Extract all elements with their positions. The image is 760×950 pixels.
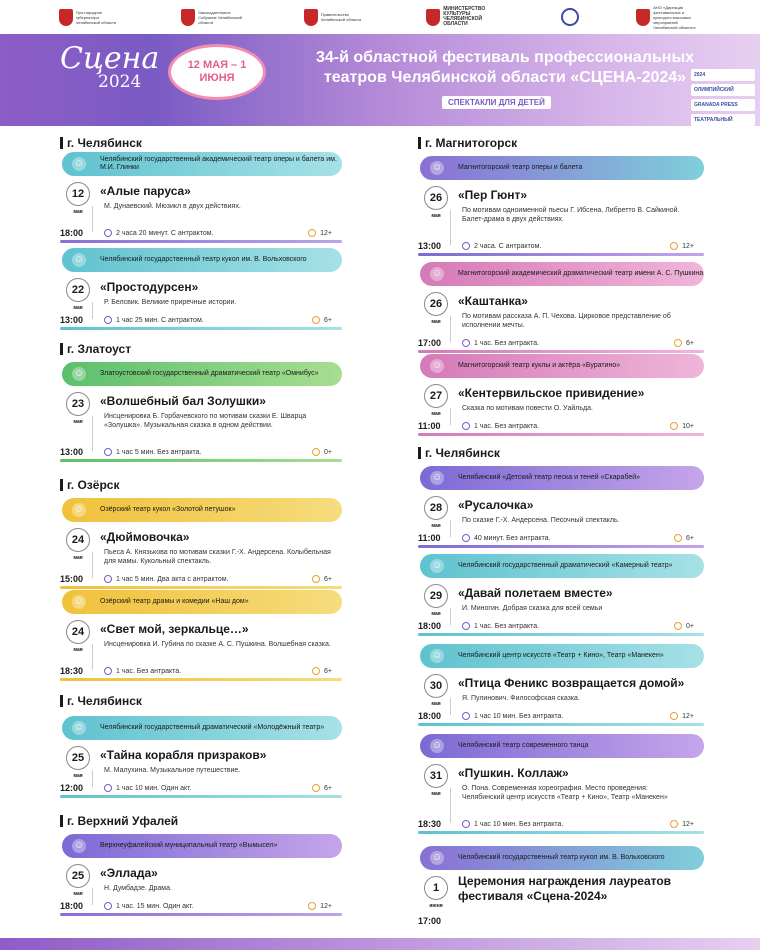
clock-icon — [462, 339, 470, 347]
timeline-line — [92, 302, 93, 319]
timeline-line — [450, 608, 451, 625]
festival-banner — [0, 34, 760, 126]
clock-icon — [462, 534, 470, 542]
age-text: 0+ — [324, 448, 332, 456]
theatre-masks-icon: ☺ — [431, 268, 443, 279]
partner-badges — [691, 69, 755, 126]
show-title: «Дюймовочка» — [100, 530, 190, 544]
age-text: 6+ — [324, 784, 332, 792]
theatre-name: Челябинский государственный драматический «Молодёжный театр» — [100, 724, 325, 731]
crest-icon — [304, 9, 318, 26]
duration-text: 1 час 10 мин. Без антракта. — [474, 712, 564, 720]
theatre-band — [62, 716, 342, 740]
theatre-masks-icon: ☺ — [73, 368, 85, 379]
event-duration — [104, 448, 201, 456]
event-month: мая — [73, 209, 83, 215]
show-description: По сказке Г.-Х. Андерсена. Песочный спектакль. — [462, 517, 620, 524]
clock-icon — [104, 784, 112, 792]
card-underline — [60, 327, 342, 330]
timeline-line — [450, 408, 451, 425]
show-description: Я. Пулинович. Философская сказка. — [462, 695, 580, 702]
event-month: мая — [73, 773, 83, 779]
event-duration — [462, 242, 541, 250]
event-duration — [104, 902, 193, 910]
show-title: Церемония награждения лауреатов фестиваля «Сцена-2024» — [458, 874, 672, 903]
event-time: 13:00 — [60, 315, 84, 325]
person-icon — [670, 820, 678, 828]
show-description: По мотивам одноименной пьесы Г. Ибсена. Либретто В. Сайкиной. Балет-драма в двух действиях. — [462, 207, 680, 223]
city-marker — [418, 447, 421, 459]
clock-icon — [462, 712, 470, 720]
legislature-logo: Законодательное Собрание Челябинской области — [181, 9, 246, 26]
event-day: 31 — [424, 764, 448, 788]
theatre-band — [420, 354, 704, 378]
show-title: «Кентервильское привидение» — [458, 386, 645, 400]
duration-text: 1 час. Без антракта. — [116, 667, 182, 675]
circle-logo — [561, 8, 579, 26]
theatre-name: Челябинский «Детский театр песка и теней «Скарабей» — [458, 474, 641, 481]
show-title: «Пушкин. Коллаж» — [458, 766, 569, 780]
timeline-line — [92, 770, 93, 787]
card-underline — [60, 678, 342, 681]
timeline-line — [92, 206, 93, 232]
age-text: 6+ — [686, 339, 694, 347]
show-description: Инсценировка И. Губина по сказке А. С. Пушкина. Волшебная сказка. — [104, 641, 331, 648]
age-text: 6+ — [324, 316, 332, 324]
event-time: 18:30 — [418, 819, 442, 829]
age-text: 6+ — [324, 575, 332, 583]
city-name: г. Златоуст — [67, 342, 132, 356]
theatre-masks-icon: ☺ — [431, 162, 443, 173]
event-duration — [462, 422, 539, 430]
crest-icon — [59, 9, 73, 26]
theatre-masks-icon: ☺ — [431, 852, 443, 863]
city-name: г. Верхний Уфалей — [67, 814, 179, 828]
theatre-band — [420, 846, 704, 870]
duration-text: 1 час. 15 мин. Один акт. — [116, 902, 194, 910]
event-day: 25 — [66, 746, 90, 770]
partner-badge: ОЛИМПИЙСКИЙ — [691, 84, 755, 96]
festival-title: 34-й областной фестиваль профессиональных театров Челябинской области «СЦЕНА-2024» — [315, 49, 695, 86]
clock-icon — [104, 229, 112, 237]
show-description: М. Малухина. Музыкальное путешествие. — [104, 767, 241, 774]
theatre-masks-icon: ☺ — [431, 740, 443, 751]
event-day: 29 — [424, 584, 448, 608]
person-icon — [308, 229, 316, 237]
age-text: 12+ — [320, 229, 332, 237]
crest-icon — [181, 9, 195, 26]
event-month: мая — [73, 891, 83, 897]
crest-icon — [636, 9, 650, 26]
show-title: «Давай полетаем вместе» — [458, 586, 613, 600]
city-heading — [60, 694, 142, 708]
theatre-band — [62, 362, 342, 386]
government-logo: Правительство Челябинской области — [304, 9, 369, 26]
theatre-masks-icon: ☺ — [431, 472, 443, 483]
event-day: 12 — [66, 182, 90, 206]
clock-icon — [104, 448, 112, 456]
city-heading — [60, 136, 142, 150]
event-day: 25 — [66, 864, 90, 888]
age-rating — [670, 422, 694, 430]
partner-logos-strip — [0, 0, 760, 34]
card-underline — [60, 240, 342, 243]
event-duration — [104, 575, 228, 583]
event-duration — [104, 667, 181, 675]
governor-logo: Про-народное губернатора Челябинской области — [59, 9, 124, 26]
event-day: 24 — [66, 620, 90, 644]
person-icon — [674, 339, 682, 347]
clock-icon — [104, 316, 112, 324]
age-text: 12+ — [682, 820, 694, 828]
clock-icon — [462, 820, 470, 828]
event-month: мая — [431, 213, 441, 219]
show-description: М. Дунаевский. Мюзикл в двух действиях. — [104, 203, 241, 210]
festival-dates: 12 МАЯ – 1 ИЮНЯ — [168, 44, 266, 100]
theatre-name: Озёрский театр кукол «Золотой петушок» — [100, 506, 236, 513]
event-time: 17:00 — [418, 916, 442, 926]
city-marker — [60, 343, 63, 355]
person-icon — [670, 242, 678, 250]
theatre-band — [420, 156, 704, 180]
person-icon — [674, 534, 682, 542]
theatre-band — [420, 734, 704, 758]
event-month: мая — [431, 701, 441, 707]
show-title: «Волшебный бал Золушки» — [100, 394, 266, 408]
timeline-line — [92, 644, 93, 670]
age-text: 0+ — [686, 622, 694, 630]
kids-label: СПЕКТАКЛИ ДЛЯ ДЕТЕЙ — [442, 96, 551, 109]
city-heading — [60, 814, 178, 828]
city-name: г. Магнитогорск — [425, 136, 518, 150]
show-title: «Пер Гюнт» — [458, 188, 528, 202]
city-name: г. Челябинск — [425, 446, 500, 460]
theatre-masks-icon: ☺ — [431, 650, 443, 661]
show-title: «Каштанка» — [458, 294, 528, 308]
age-text: 10+ — [682, 422, 694, 430]
card-underline — [418, 433, 704, 436]
city-marker — [60, 815, 63, 827]
crest-icon — [426, 9, 440, 26]
theatre-name: Челябинский государственный театр кукол им. В. Вольховского — [100, 256, 307, 263]
show-title: «Тайна корабля призраков» — [100, 748, 267, 762]
timeline-line — [450, 520, 451, 537]
show-description: Н. Думбадзе. Драма. — [104, 885, 172, 892]
timeline-line — [450, 698, 451, 715]
event-time: 18:30 — [60, 666, 84, 676]
theatre-band — [420, 554, 704, 578]
person-icon — [308, 902, 316, 910]
theatre-name: Челябинский центр искусств «Театр + Кино», Театр «Манекен» — [458, 652, 664, 659]
show-description: О. Пона. Современная хореография. Место проведения: Челябинский центр искусств «Театр + Кино», Театр «Манекен» — [462, 785, 668, 801]
card-underline — [418, 545, 704, 548]
theatre-masks-icon: ☺ — [73, 504, 85, 515]
event-duration — [462, 820, 563, 828]
card-underline — [60, 913, 342, 916]
theatre-band — [420, 644, 704, 668]
duration-text: 1 час 25 мин. С антрактом. — [116, 316, 204, 324]
person-icon — [312, 575, 320, 583]
clock-icon — [104, 575, 112, 583]
age-rating — [312, 784, 332, 792]
card-underline — [418, 723, 704, 726]
theatre-name: Челябинский государственный академический театр оперы и балета им. М.И. Глинки — [100, 156, 337, 171]
timeline-line — [450, 788, 451, 823]
theatre-name: Челябинский государственный театр кукол им. В. Вольховского — [458, 854, 665, 861]
event-time: 18:00 — [418, 621, 442, 631]
event-duration — [462, 534, 550, 542]
age-text: 6+ — [324, 667, 332, 675]
card-underline — [60, 586, 342, 589]
theatre-band — [420, 262, 704, 286]
city-marker — [60, 695, 63, 707]
event-time: 18:00 — [60, 228, 84, 238]
city-heading — [418, 136, 517, 150]
event-month: мая — [431, 523, 441, 529]
event-month: мая — [73, 555, 83, 561]
theatre-masks-icon: ☺ — [73, 158, 85, 169]
event-time: 11:00 — [418, 421, 441, 431]
duration-text: 1 час 5 мин. Без антракта. — [116, 448, 202, 456]
event-duration — [462, 339, 539, 347]
theatre-masks-icon: ☺ — [431, 360, 443, 371]
age-rating — [674, 339, 694, 347]
show-title: «Эллада» — [100, 866, 158, 880]
city-name: г. Челябинск — [67, 136, 142, 150]
event-time: 13:00 — [418, 241, 442, 251]
age-text: 12+ — [682, 712, 694, 720]
duration-text: 2 часа 20 минут. С антрактом. — [116, 229, 214, 237]
age-rating — [308, 902, 332, 910]
partner-badge: 2024 — [691, 69, 755, 81]
theatre-band — [62, 590, 342, 614]
card-underline — [60, 459, 342, 462]
ring-logo-icon — [561, 8, 579, 26]
age-text: 12+ — [320, 902, 332, 910]
event-month: мая — [431, 791, 441, 797]
event-time: 17:00 — [418, 338, 442, 348]
theatre-masks-icon: ☺ — [73, 596, 85, 607]
event-time: 11:00 — [418, 533, 441, 543]
event-month: июня — [429, 903, 443, 909]
person-icon — [674, 622, 682, 630]
festival-logo: Сцена 2024 — [60, 41, 160, 92]
city-name: г. Озёрск — [67, 478, 120, 492]
person-icon — [670, 712, 678, 720]
show-title: «Русалочка» — [458, 498, 534, 512]
city-name: г. Челябинск — [67, 694, 142, 708]
show-description: Пьеса А. Князькова по мотивам сказки Г.-Х. Андерсена. Колыбельная для мамы. Кукольный спектакль. — [104, 549, 331, 565]
age-rating — [312, 575, 332, 583]
event-month: мая — [73, 647, 83, 653]
person-icon — [670, 422, 678, 430]
age-text: 12+ — [682, 242, 694, 250]
theatre-masks-icon: ☺ — [73, 722, 85, 733]
card-underline — [60, 795, 342, 798]
duration-text: 2 часа. С антрактом. — [474, 242, 542, 250]
show-title: «Свет мой, зеркальце…» — [100, 622, 249, 636]
age-rating — [670, 712, 694, 720]
city-heading — [60, 478, 119, 492]
event-day: 1 — [424, 876, 448, 900]
age-rating — [308, 229, 332, 237]
age-text: 6+ — [686, 534, 694, 542]
event-day: 26 — [424, 186, 448, 210]
event-month: мая — [431, 611, 441, 617]
show-title: «Простодурсен» — [100, 280, 199, 294]
duration-text: 1 час. Без антракта. — [474, 339, 540, 347]
clock-icon — [104, 902, 112, 910]
age-rating — [312, 316, 332, 324]
theatre-name: Златоустовский государственный драматический театр «Омнибус» — [100, 370, 319, 377]
person-icon — [312, 448, 320, 456]
partner-badge: ТЕАТРАЛЬНЫЙ — [691, 114, 755, 126]
theatre-name: Озёрский театр драмы и комедии «Наш дом» — [100, 598, 249, 605]
event-time: 18:00 — [418, 711, 442, 721]
theatre-name: Магнитогорский театр оперы и балета — [458, 164, 583, 171]
city-heading — [418, 446, 500, 460]
show-description: По мотивам рассказа А. П. Чехова. Цирковое представление об исполнении мечты. — [462, 313, 671, 329]
timeline-line — [92, 416, 93, 451]
theatre-name: Магнитогорский академический драматический театр имени А. С. Пушкина — [458, 270, 704, 277]
timeline-line — [92, 888, 93, 905]
event-month: мая — [73, 305, 83, 311]
theatre-masks-icon: ☺ — [431, 560, 443, 571]
event-month: мая — [431, 319, 441, 325]
show-title: «Птица Феникс возвращается домой» — [458, 676, 685, 690]
duration-text: 1 час 10 мин. Без антракта. — [474, 820, 564, 828]
event-time: 18:00 — [60, 901, 84, 911]
directorate-logo: АНО «Дирекция фестивальных и культурно-массовых мероприятий Челябинской области» — [636, 5, 701, 30]
duration-text: 1 час 5 мин. Два акта с антрактом. — [116, 575, 229, 583]
clock-icon — [462, 422, 470, 430]
city-heading — [60, 342, 131, 356]
show-title: «Алые паруса» — [100, 184, 191, 198]
duration-text: 40 минут. Без антракта. — [474, 534, 551, 542]
partner-badge: GRANADA PRESS — [691, 99, 755, 111]
timeline-line — [450, 210, 451, 245]
theatre-band — [420, 466, 704, 490]
clock-icon — [462, 242, 470, 250]
theatre-masks-icon: ☺ — [73, 254, 85, 265]
age-rating — [670, 820, 694, 828]
city-marker — [60, 137, 63, 149]
timeline-line — [450, 316, 451, 342]
event-day: 26 — [424, 292, 448, 316]
event-month: мая — [73, 419, 83, 425]
age-rating — [674, 534, 694, 542]
event-day: 24 — [66, 528, 90, 552]
theatre-name: Магнитогорский театр куклы и актёра «Буратино» — [458, 362, 621, 369]
duration-text: 1 час 10 мин. Один акт. — [116, 784, 192, 792]
city-marker — [418, 137, 421, 149]
city-marker — [60, 479, 63, 491]
theatre-masks-icon: ☺ — [73, 840, 85, 851]
card-underline — [418, 350, 704, 353]
theatre-name: Челябинский театр современного танца — [458, 742, 589, 749]
clock-icon — [462, 622, 470, 630]
event-day: 23 — [66, 392, 90, 416]
event-duration — [104, 229, 214, 237]
age-rating — [670, 242, 694, 250]
theatre-band — [62, 498, 342, 522]
person-icon — [312, 784, 320, 792]
theatre-band — [62, 248, 342, 272]
event-day: 30 — [424, 674, 448, 698]
card-underline — [418, 633, 704, 636]
duration-text: 1 час. Без антракта. — [474, 422, 540, 430]
duration-text: 1 час. Без антракта. — [474, 622, 540, 630]
age-rating — [674, 622, 694, 630]
footer-gradient-bar — [0, 938, 760, 950]
event-day: 28 — [424, 496, 448, 520]
event-duration — [104, 316, 204, 324]
event-time: 15:00 — [60, 574, 84, 584]
event-time: 13:00 — [60, 447, 84, 457]
show-description: Сказка по мотивам повести О. Уайльда. — [462, 405, 593, 412]
theatre-band — [62, 152, 342, 176]
card-underline — [418, 831, 704, 834]
event-time: 12:00 — [60, 783, 84, 793]
card-underline — [418, 253, 704, 256]
person-icon — [312, 316, 320, 324]
person-icon — [312, 667, 320, 675]
theatre-band — [62, 834, 342, 858]
event-duration — [104, 784, 192, 792]
event-duration — [462, 622, 539, 630]
event-day: 27 — [424, 384, 448, 408]
show-description: Р. Белсвик. Великие приречные истории. — [104, 299, 237, 306]
theatre-name: Верхнеуфалейский муниципальный театр «Вымысел» — [100, 842, 278, 849]
event-month: мая — [431, 411, 441, 417]
event-day: 22 — [66, 278, 90, 302]
theatre-name: Челябинский государственный драматический «Камерный театр» — [458, 562, 673, 569]
show-description: Инсценировка Б. Горбачевского по мотивам сказки Е. Шварца «Золушка». Музыкальная сказка в одном действии. — [104, 413, 307, 429]
clock-icon — [104, 667, 112, 675]
event-duration — [462, 712, 563, 720]
timeline-line — [92, 552, 93, 578]
age-rating — [312, 667, 332, 675]
age-rating — [312, 448, 332, 456]
show-description: И. Миногин. Добрая сказка для всей семьи — [462, 605, 603, 612]
ministry-logo: МИНИСТЕРСТВО КУЛЬТУРЫ ЧЕЛЯБИНСКОЙ ОБЛАСТИ — [426, 7, 503, 27]
